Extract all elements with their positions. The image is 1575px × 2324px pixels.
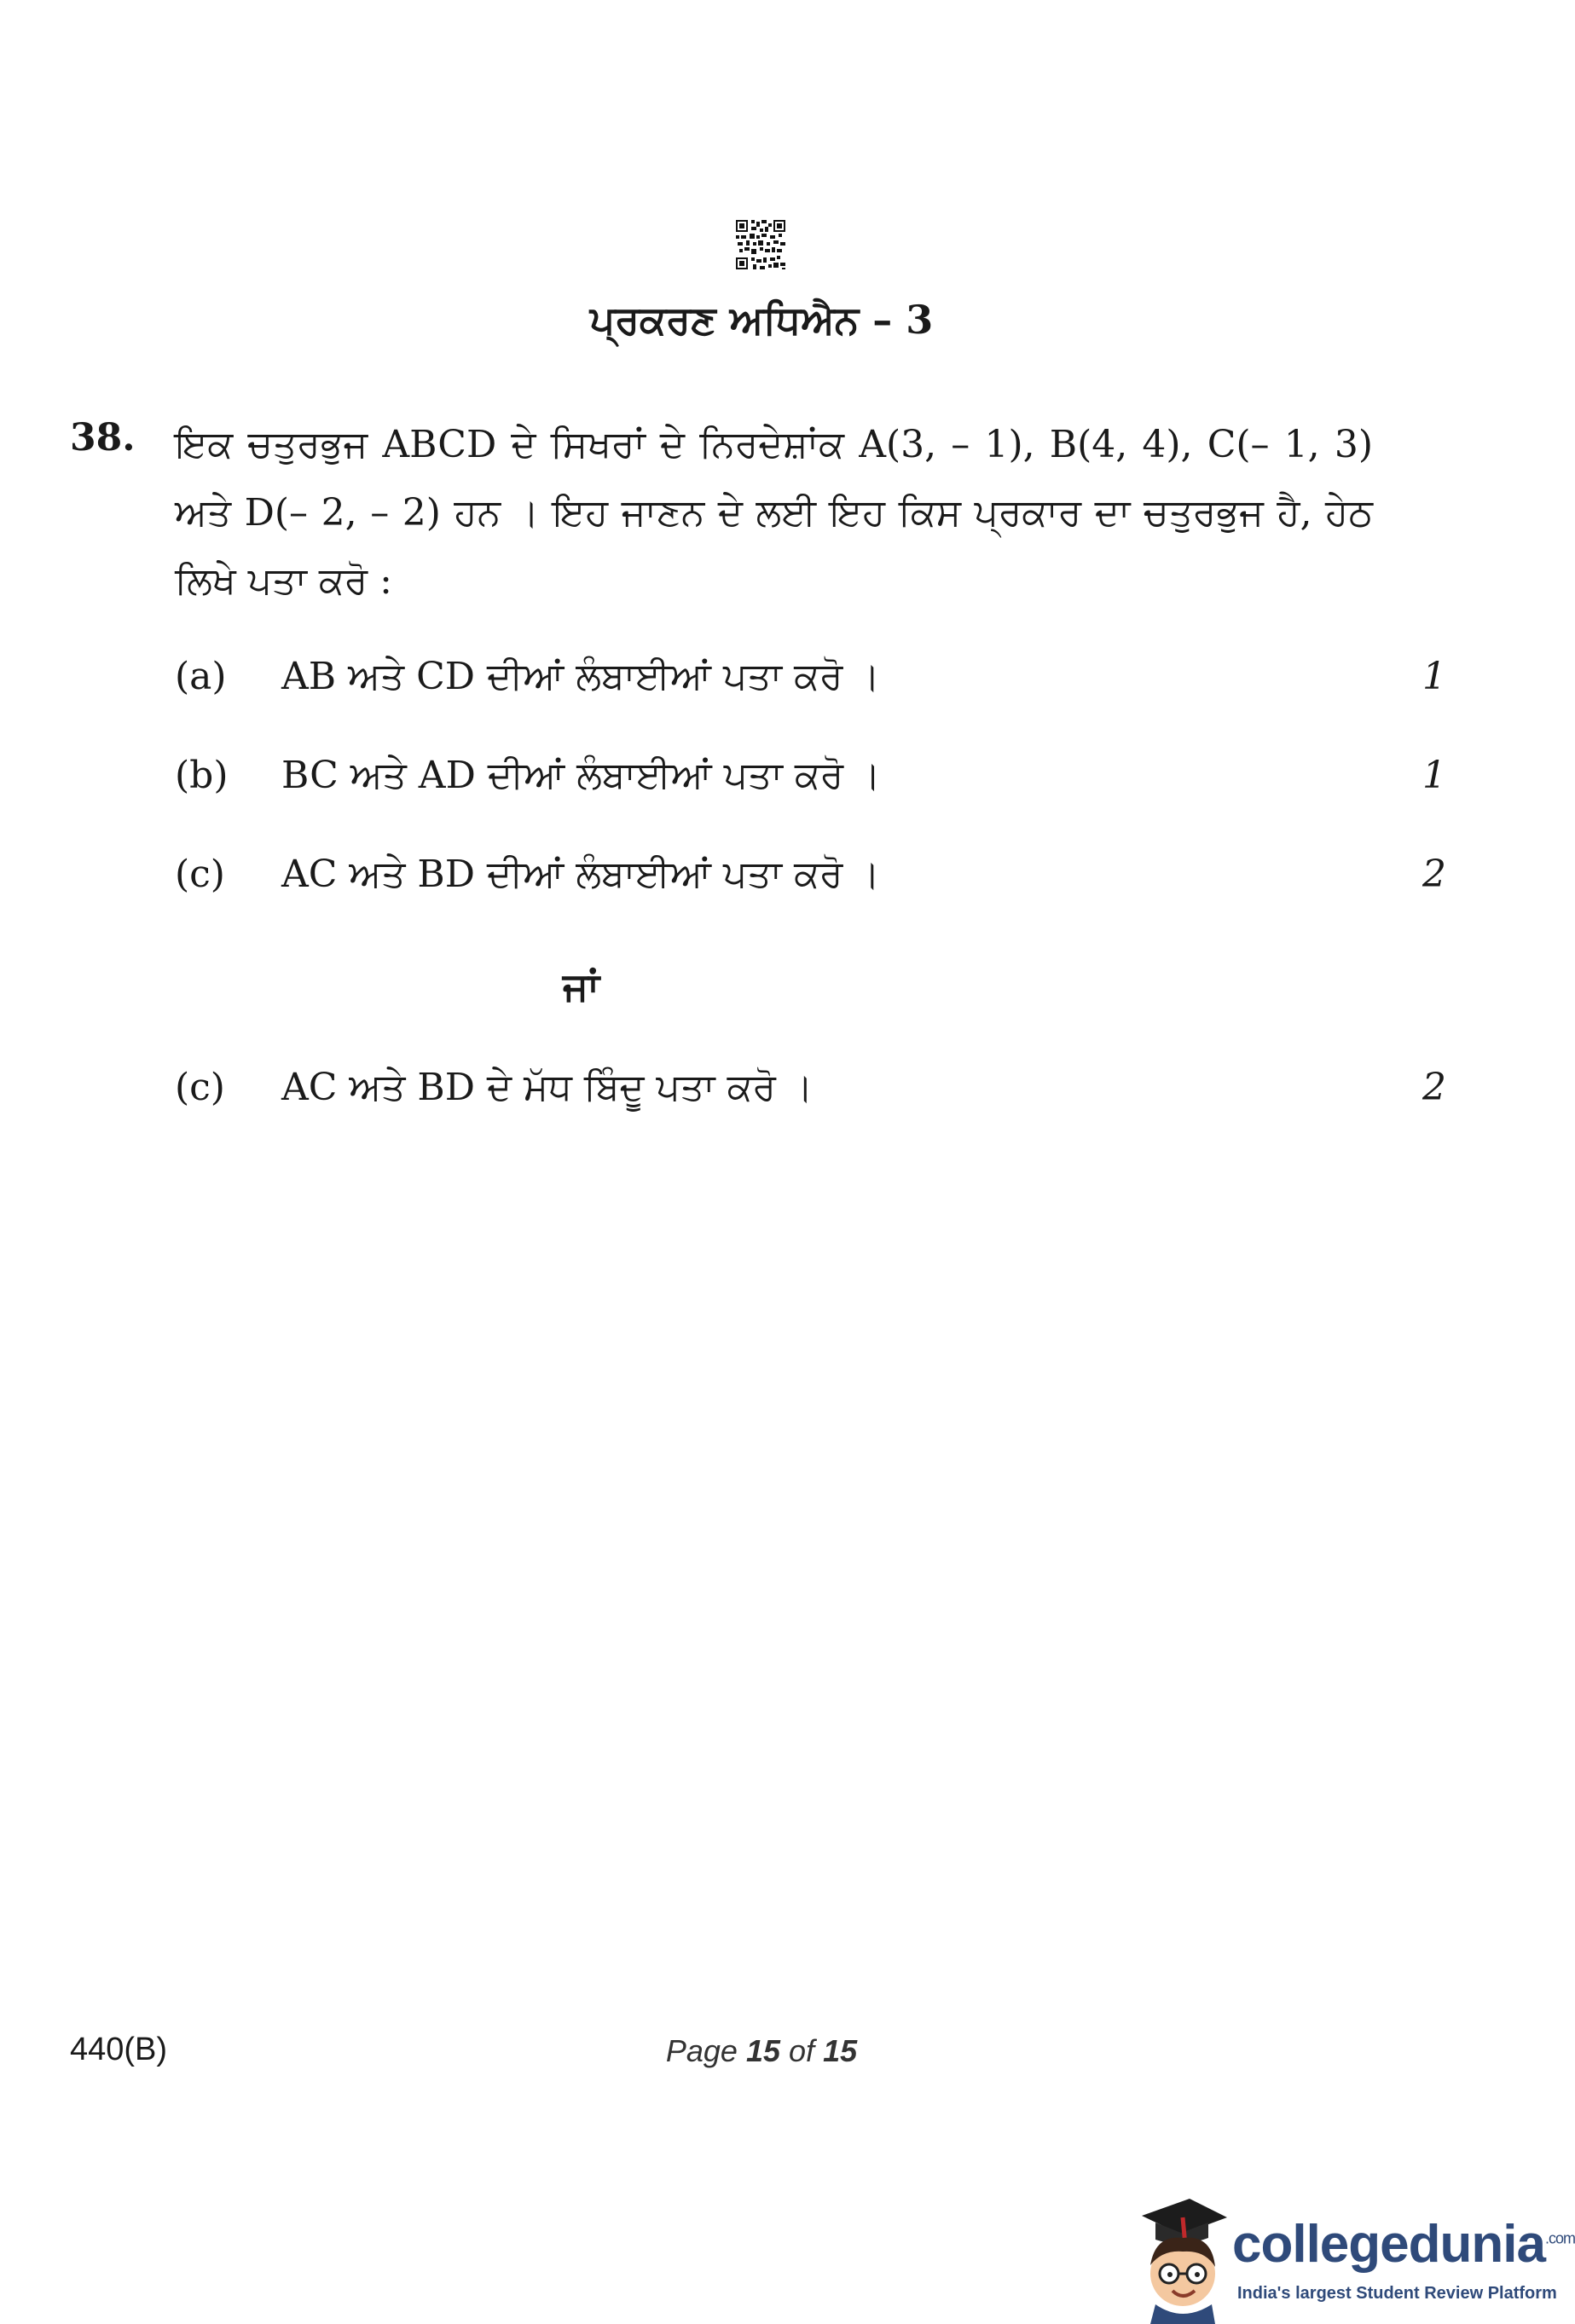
part-marks: 2 bbox=[1422, 1066, 1446, 1109]
logo-tagline: India's largest Student Review Platform bbox=[1237, 2284, 1557, 2303]
qr-code bbox=[736, 220, 785, 269]
page-of: of bbox=[789, 2033, 815, 2068]
question-stem: ਇਕ ਚਤੁਰਭੁਜ ABCD ਦੇ ਸਿਖਰਾਂ ਦੇ ਨਿਰਦੇਸ਼ਾਂਕ A(3, – 1), B(4, 4), C(– 1, 3) ਅਤੇ D(– 2, – 2) ਹਨ । ਇਹ ਜਾਣਨ ਦੇ ਲਈ ਇਹ ਕਿਸ ਪ੍ਰਕਾਰ ਦਾ ਚਤੁਰਭੁਜ ਹੈ, ਹੇਠ ਲਿਖੇ ਪਤਾ ਕਰੋ : bbox=[175, 423, 1373, 603]
part-text: AC ਅਤੇ BD ਦੇ ਮੱਧ ਬਿੰਦੂ ਪਤਾ ਕਰੋ । bbox=[281, 1066, 814, 1109]
part-label: (a) bbox=[175, 655, 227, 698]
page-word: Page bbox=[665, 2033, 738, 2068]
part-label: (c) bbox=[175, 853, 225, 896]
part-text: AB ਅਤੇ CD ਦੀਆਂ ਲੰਬਾਈਆਂ ਪਤਾ ਕਰੋ । bbox=[281, 655, 881, 698]
part-text: AC ਅਤੇ BD ਦੀਆਂ ਲੰਬਾਈਆਂ ਪਤਾ ਕਰੋ । bbox=[281, 853, 881, 896]
section-heading: ਪ੍ਰਕਰਣ ਅਧਿਐਨ – 3 bbox=[589, 297, 934, 343]
part-text: BC ਅਤੇ AD ਦੀਆਂ ਲੰਬਾਈਆਂ ਪਤਾ ਕਰੋ । bbox=[281, 754, 881, 797]
part-marks: 1 bbox=[1422, 655, 1446, 698]
part-marks: 2 bbox=[1422, 853, 1446, 896]
paper-code: 440(B) bbox=[70, 2032, 168, 2067]
page-total: 15 bbox=[823, 2033, 858, 2068]
page-current: 15 bbox=[745, 2033, 781, 2068]
part-label: (b) bbox=[175, 754, 229, 797]
question-number: 38. bbox=[70, 416, 136, 460]
logo-wordmark: collegedunia$^{.com}$ bbox=[1232, 2215, 1575, 2274]
part-label: (c) bbox=[175, 1066, 225, 1109]
collegedunia-logo bbox=[1130, 2195, 1575, 2324]
part-marks: 1 bbox=[1422, 754, 1446, 797]
page-number bbox=[0, 2033, 1523, 2069]
student-mascot-icon bbox=[1130, 2195, 1232, 2324]
or-label: ਜਾਂ bbox=[563, 963, 600, 1009]
